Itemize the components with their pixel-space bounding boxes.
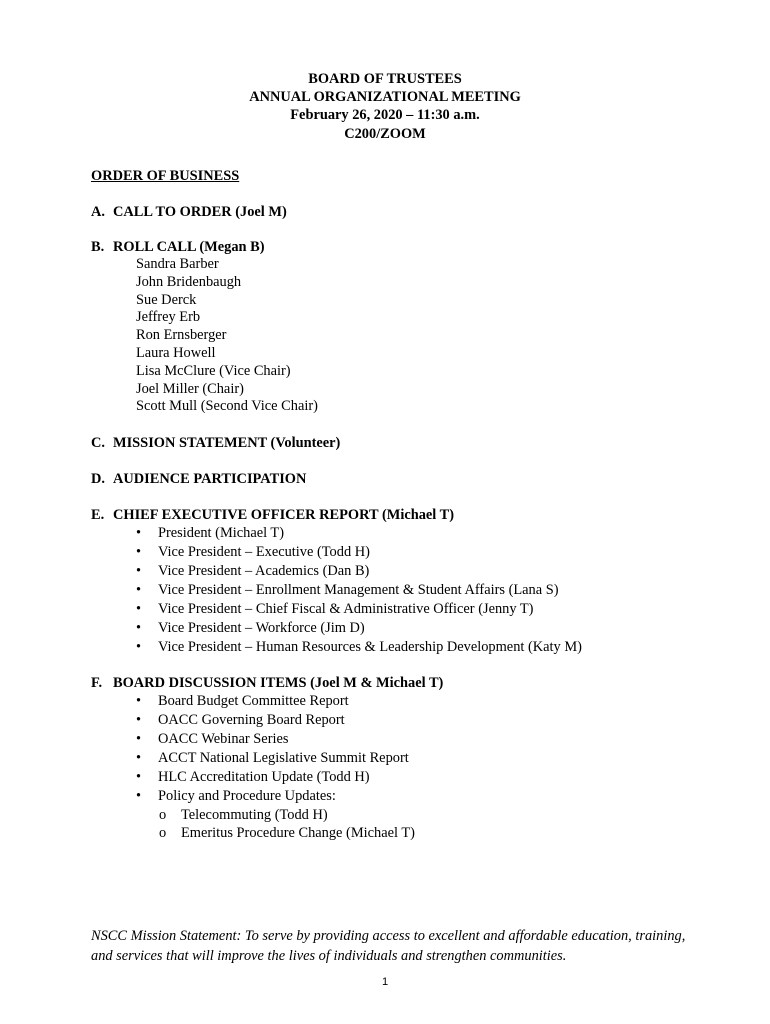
section-f [91,674,731,842]
roll-call-name: Scott Mull (Second Vice Chair) [136,398,318,415]
section-letter: B. [91,239,105,255]
bullet-icon: • [136,620,142,636]
discussion-items-list [91,692,731,806]
list-item-text: Vice President – Human Resources & Leadership Development (Katy M) [158,639,582,655]
mission-statement-footer: NSCC Mission Statement: To serve by providing access to excellent and affordable education, training, and services that will improve the lives of individuals and strengthen communities. [91,928,686,964]
bullet-icon: • [136,639,142,655]
sub-list-item [91,824,731,842]
section-title [91,238,731,256]
list-item-text: Vice President – Executive (Todd H) [158,544,370,560]
section-a [91,203,731,221]
bullet-icon: • [136,731,142,747]
roll-call-name: Jeffrey Erb [136,309,201,326]
section-letter: D. [91,471,105,487]
list-item-text: Board Budget Committee Report [158,693,349,709]
bullet-icon: • [136,769,142,785]
list-item [91,692,731,711]
section-b [91,238,731,416]
section-title-text: MISSION STATEMENT (Volunteer) [113,435,341,451]
sub-list-item-text: Telecommuting (Todd H) [181,807,328,823]
bullet-icon: • [136,693,142,709]
roll-call-name: Ron Ernsberger [136,327,227,344]
header-line-4: C200/ZOOM [344,125,426,142]
roll-call-name: Lisa McClure (Vice Chair) [136,362,291,379]
list-item [91,543,731,562]
list-item-text: President (Michael T) [158,525,285,541]
list-item [91,711,731,730]
list-item [91,562,731,581]
section-title [91,470,731,488]
bullet-icon: • [136,563,142,579]
list-item [91,787,731,806]
bullet-icon: • [136,525,142,541]
bullet-icon: • [136,544,142,560]
list-item [91,768,731,787]
header-line-2: ANNUAL ORGANIZATIONAL MEETING [249,89,521,106]
section-title [91,434,731,452]
list-item [91,600,731,619]
section-e [91,506,731,657]
policy-updates-sublist [91,806,731,842]
list-item-text: ACCT National Legislative Summit Report [158,750,409,766]
roll-call-name: Sandra Barber [136,256,219,272]
list-item-text: Vice President – Workforce (Jim D) [158,620,365,636]
roll-call-name: Joel Miller (Chair) [136,380,244,397]
section-title-text: BOARD DISCUSSION ITEMS (Joel M & Michael T) [113,675,444,691]
section-c [91,434,731,452]
section-title [91,674,731,692]
list-item-text: HLC Accreditation Update (Todd H) [158,769,370,785]
section-letter: E. [91,507,105,523]
list-item [91,524,731,543]
circle-bullet-icon: o [159,825,167,841]
section-letter: A. [91,204,105,220]
circle-bullet-icon: o [159,807,167,823]
section-title-text: ROLL CALL (Megan B) [113,239,265,255]
section-letter: C. [91,435,105,451]
section-title-text: CHIEF EXECUTIVE OFFICER REPORT (Michael T) [113,507,455,523]
list-item [91,638,731,657]
bullet-icon: • [136,601,142,617]
order-of-business-heading: ORDER OF BUSINESS [91,168,240,184]
list-item-text: Vice President – Chief Fiscal & Administrative Officer (Jenny T) [158,601,534,617]
section-title [91,203,731,221]
section-title-text: CALL TO ORDER (Joel M) [113,204,287,220]
sub-list-item [91,806,731,824]
section-d [91,470,731,488]
roll-call-list [136,256,731,416]
section-letter: F. [91,675,103,691]
roll-call-name: Laura Howell [136,344,216,361]
list-item [91,730,731,749]
list-item-text: OACC Webinar Series [158,731,289,747]
bullet-icon: • [136,712,142,728]
list-item-text: OACC Governing Board Report [158,712,345,728]
list-item-text: Vice President – Enrollment Management & Student Affairs (Lana S) [158,582,559,598]
bullet-icon: • [136,750,142,766]
list-item [91,749,731,768]
list-item-text: Vice President – Academics (Dan B) [158,563,370,579]
section-title [91,506,731,524]
list-item-text: Policy and Procedure Updates: [158,788,336,804]
section-title-text: AUDIENCE PARTICIPATION [113,471,307,487]
document-header [0,70,770,143]
bullet-icon: • [136,582,142,598]
page-number: 1 [381,976,389,988]
sub-list-item-text: Emeritus Procedure Change (Michael T) [181,825,415,841]
header-line-1: BOARD OF TRUSTEES [308,71,462,87]
list-item [91,619,731,638]
ceo-report-list [91,524,731,657]
header-line-3: February 26, 2020 – 11:30 a.m. [290,107,480,124]
list-item [91,581,731,600]
roll-call-name: John Bridenbaugh [136,273,242,290]
roll-call-name: Sue Derck [136,291,197,308]
bullet-icon: • [136,788,142,804]
